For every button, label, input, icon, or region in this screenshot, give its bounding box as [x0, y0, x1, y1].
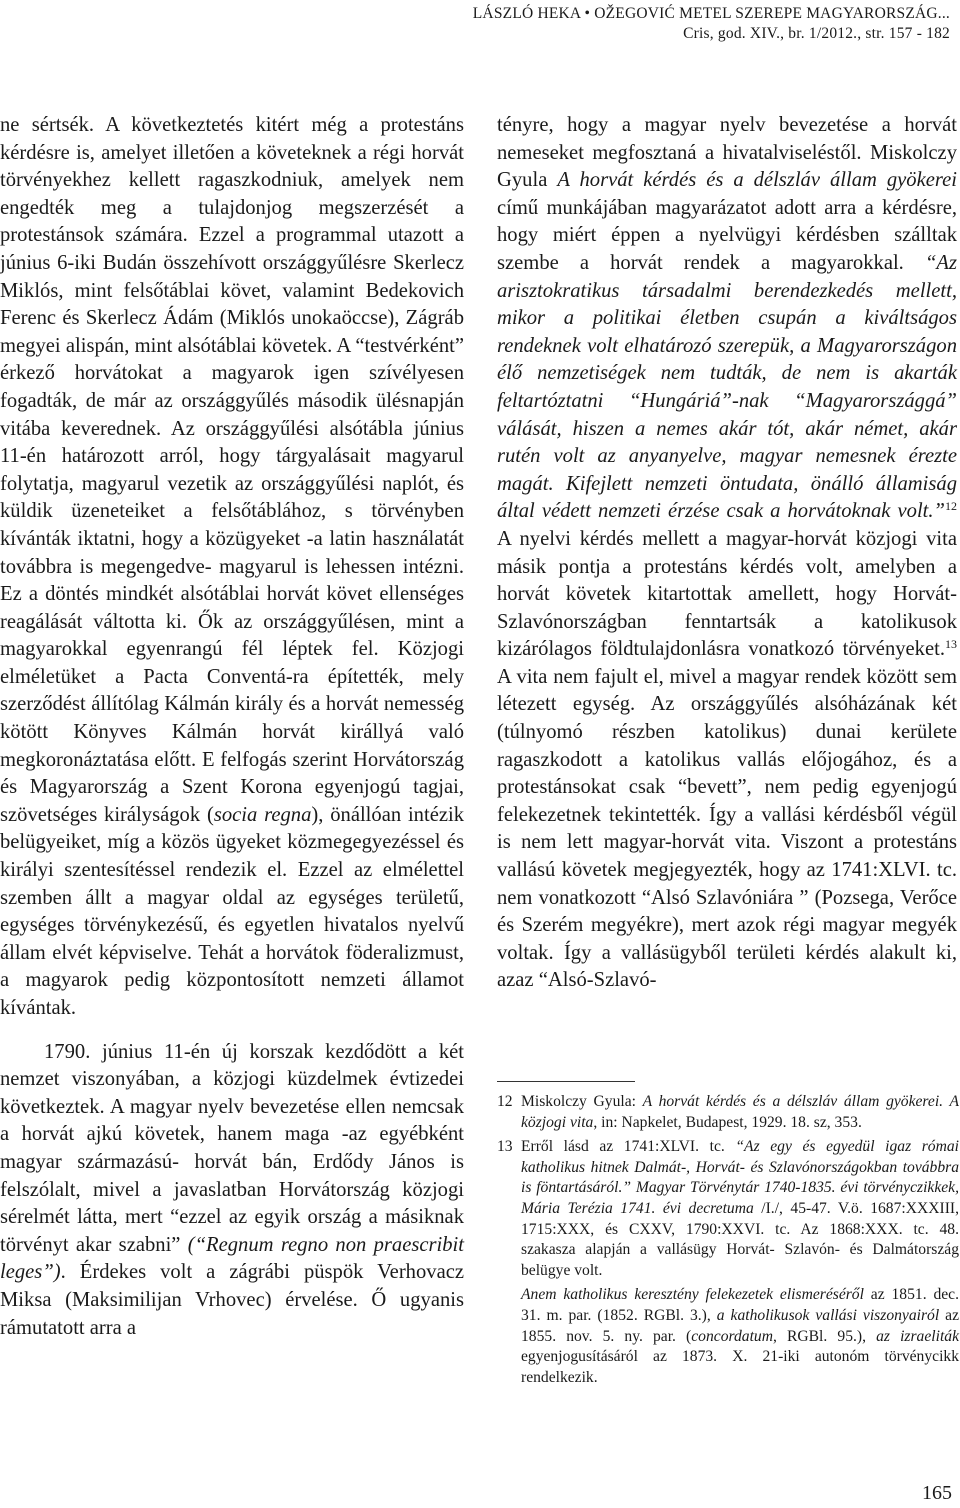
- footnote-13-continuation: [497, 1285, 959, 1388]
- footnote-ref-13[interactable]: 13: [945, 637, 957, 652]
- page-number: 165: [922, 1482, 952, 1504]
- right-column: [497, 112, 957, 995]
- footnote-12: [497, 1092, 959, 1133]
- italic-quote: “Az arisztokratikus társadalmi berendezkedés mellett, mikor a politikai életben csupán a kiváltságos rendeknek volt elhatározó szerepük, a Magyarországon élő nemzetiségek nem tudták, de nem is akarták feltartóztatni “Hungáriá”-nak “Magyarországgá” válását, hiszen a nemes akár tót, akár német, akár rutén volt az anyanyelve, magyar nemesnek érezte magát. Kifejlett nemzeti öntudata, önálló államiság által védett nemzeti érzése csak a horvátoknak volt.”: [497, 251, 957, 523]
- left-column: [0, 112, 464, 1342]
- journal-citation: Cris, god. XIV., br. 1/2012., str. 157 - 182: [683, 25, 950, 42]
- footnote-ref-12[interactable]: 12: [945, 499, 957, 514]
- italic-text: (“Regnum regno non praescribit leges”): [0, 1233, 464, 1284]
- text-run: A vita nem fajult el, mivel a magyar rendek között sem létezett egység. Az országgyűlés alsóházának két (túlnyomó részben katolikus) dunai kerülete ragaszkodott a katolikus vallás előjogához, és a protestánsokat csak “bevett”, nem pedig egyenjogú felekezetnek tekintették. Így a vallási kérdésből végül is nem lett magyar-horvát vita. Viszont a protestáns vallású követek megjegyezték, hogy az 1741:XLVI. tc. nem vonatkozott “Alsó Szlavóniára ” (Pozsega, Verőce és Szerém megyékre), mert azok régi magyar megyék voltak. Így a vallásügyből területi kérdés alakult ki, azaz “Alsó-Szlavó-: [497, 665, 957, 992]
- footnotes: [497, 1092, 959, 1392]
- running-title: LÁSZLÓ HEKA • OŽEGOVIĆ METEL SZEREPE MAGYARORSZÁG...: [472, 5, 950, 22]
- footnote-number: 13: [497, 1138, 513, 1156]
- running-header: [190, 4, 950, 44]
- footnote-number: 12: [497, 1093, 513, 1110]
- text-run: című munkájában magyarázatot adott arra a kérdésre, hogy miért éppen a nyelvügyi kérdésben szálltak szembe a horvát rendek a magyarokkal.: [497, 196, 957, 274]
- italic-text: A horvát kérdés és a délszláv állam gyökerei: [557, 169, 957, 192]
- paragraph: [497, 112, 957, 995]
- footnote-text: Erről lásd az 1741:XLVI. tc. “Az egy és egyedül igaz római katholikus hitnek Dalmát-, Horvát- és Szlavónországokban továbbra is föntartásáról.” Magyar Törvénytár 1740-1835. évi törvényczikkek, Mária Terézia 1741. évi decretuma /I./, 45-47. V.ö. 1687:XXXIII, 1715:XXX, és CXXV, 1790:XXVI. tc. Az 1868:XXX. tc. 48. szakasza alapján a vallásügy Horvát- Szlavón- és Dalmátország belügye volt.: [521, 1138, 959, 1279]
- text-run: ne sértsék. A következtetés kitért még a protestáns kérdésre is, amelyet illetően a követeknek a régi horvát törvényekhez kellett ragaszkodniuk, amelyek nem engedték meg a tulajdonjog megszerzését a protestánsok számára. Ezzel a programmal utazott a június 6-iki Budán összehívott országgyűlésre Skerlecz Miklós, mint felsőtáblai követ, valamint Bedekovich Ferenc és Skerlecz Ádám (Miklós unokaöccse), Zágráb megyei alispán, mint alsótáblai követek. A “testvérként” érkező horvátokat a magyarok igen szívélyesen fogadták, de már az országgyűlés második ülésnapján vitába keverednek. Az országgyűlési alsótábla június 11-én határozott arról, hogy tárgyalásait magyarul folytatja, magyarul vezetik az országgyűlési naplót, és küldik üzeneteiket a felsőtáblához, s törvényben kívánták iktatni, hogy a közügyeket -a latin használatát továbbra is megengedve- magyarul is lehessen intézni. Ez a döntés mindkét alsótáblai horvát követ ellenséges reagálását váltotta ki. Ők az országgyűlésen, mint a magyarokkal egyenrangú fél léptek fel. Közjogi elméletüket a Pacta Conventá-ra építették, mely szerződést állítólag Kálmán király és a horvát nemesség kötött Könyves Kálmán horvát királlyá való megkoronáztatása előtt. E felfogás szerint Horvátország és Magyarország a Szent Korona egyenjogú tagjai, szövetséges királyságok (: [0, 114, 464, 826]
- italic-text: socia regna: [213, 803, 312, 826]
- paragraph: [0, 112, 464, 1023]
- text-run: A nyelvi kérdés mellett a magyar-horvát közjogi vita másik pontja a protestáns kérdés volt, amelyben a horvát követek kitartottak amellett, hogy Horvát-Szlavónországban fenntartsák a katolikusok kizárólagos földtulajdonlásra vonatkozó törvényeket.: [497, 527, 957, 661]
- text-run: ), önállóan intézik belügyeiket, míg a közös ügyeket közmegegyezéssel és királyi szentesítéssel rendezik el. Ezzel az elmélettel szemben állt a magyar oldal az egységes területű, egységes törvénykezésű, és egyetlen hivatalos nyelvű állam elvét képviselve. Tehát a horvátok föderalizmust, a magyarok pedig központosított nemzeti államot kívántak.: [0, 803, 464, 1019]
- footnote-text: Miskolczy Gyula: A horvát kérdés és a délszláv állam gyökerei. A közjogi vita, in: Napkelet, Budapest, 1929. 18. sz, 353.: [521, 1093, 959, 1131]
- text-run: 1790. június 11-én új korszak kezdődött a két nemzet viszonyában, a közjogi küzdelmek évtizedei következtek. A magyar nyelv bevezetése ellen nemcsak a horvát ajkú követek, hanem maga -az egyébként magyar származású- horvát bán, Erdődy János is felszólalt, mivel a javaslatban Horvátország közjogi sérelmét látta, mert “ezzel az egyik ország a másiknak törvényt akar szabni”: [0, 1040, 464, 1256]
- footnote-divider: [497, 1081, 635, 1082]
- paragraph: [0, 1039, 464, 1343]
- text-run: . Érdekes volt a zágrábi püspök Verhovacz Miksa (Maksimilijan Vrhovec) érvelése. Ő ugyanis rámutatott arra a: [0, 1261, 464, 1339]
- text-run: tényre, hogy a magyar nyelv bevezetése a horvát nemeseket megfosztaná a hivatalviseléstől. Miskolczy Gyula: [497, 114, 957, 192]
- footnote-text: Anem katholikus keresztény felekezetek elismeréséről az 1851. dec. 31. m. par. (1852. RGBl. 3.), a katholikusok vallási viszonyairól az 1855. nov. 5. ny. par. (concordatum, RGBl. 95.), az izraeliták egyenjogusításáról az 1873. X. 21-iki autonóm törvénycikk rendelkezik.: [521, 1286, 960, 1386]
- footnote-13: [497, 1137, 959, 1281]
